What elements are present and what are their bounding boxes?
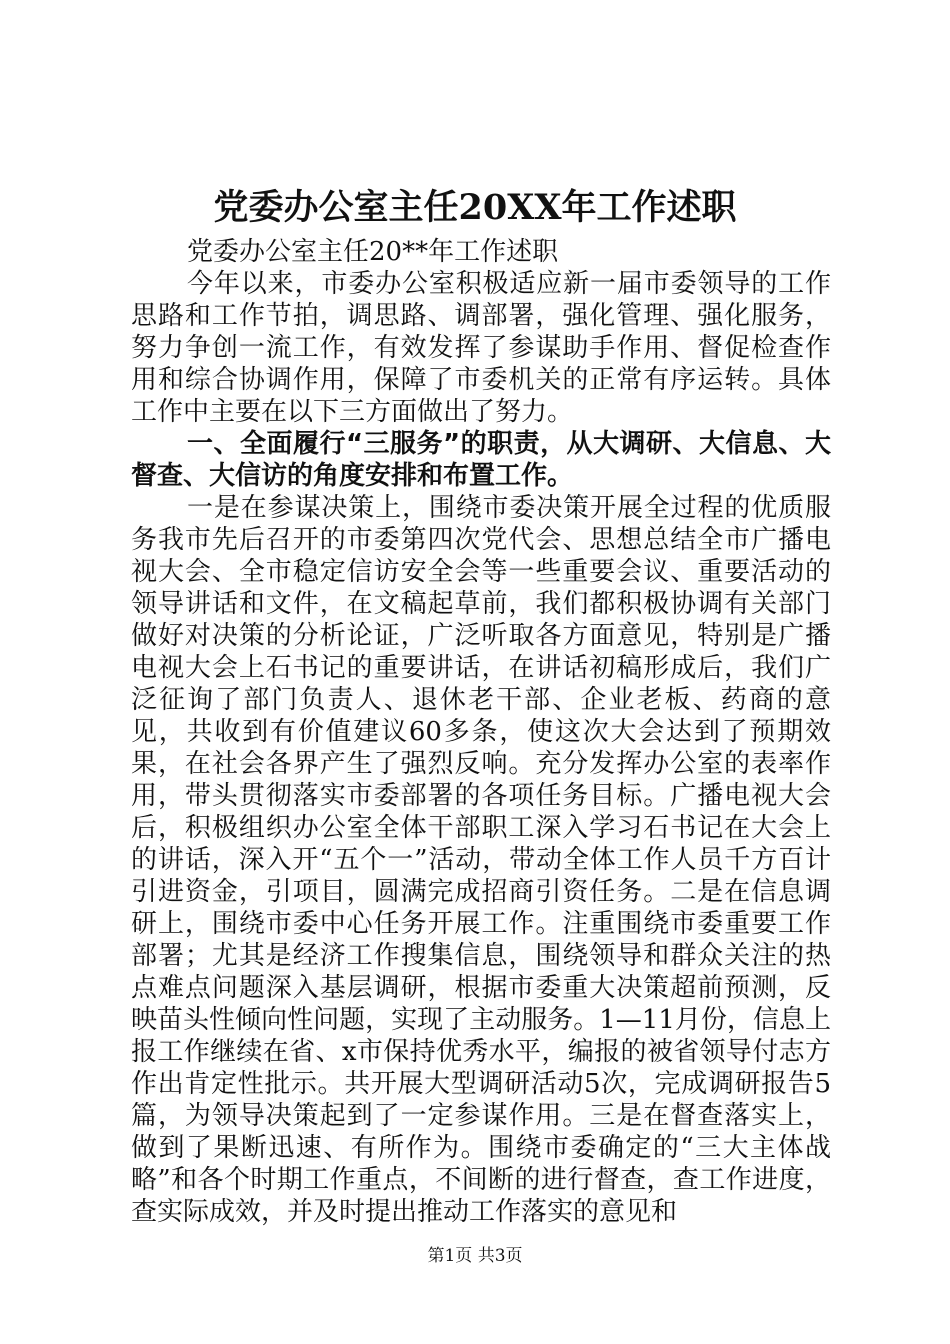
paragraph-intro: 今年以来，市委办公室积极适应新一届市委领导的工作思路和工作节拍，调思路、调部署，强化管理、强化服务，努力争创一流工作，有效发挥了参谋助手作用、督促检查作用和综合协调作用，保障了市委机关的正常有序运转。具体工作中主要在以下三方面做出了努力。: [131, 269, 831, 427]
paragraph-subtitle: 党委办公室主任20**年工作述职: [187, 237, 559, 267]
section-heading: 一、全面履行“三服务”的职责，从大调研、大信息、大督查、大信访的角度安排和布置工作。: [131, 429, 831, 491]
paragraph-main: 一是在参谋决策上，围绕市委决策开展全过程的优质服务我市先后召开的市委第四次党代会、思想总结全市广播电视大会、全市稳定信访安全会等一些重要会议、重要活动的领导讲话和文件，在文稿起草前，我们都积极协调有关部门做好对决策的分析论证，广泛听取各方面意见，特别是广播电视大会上石书记的重要讲话，在讲话初稿形成后，我们广泛征询了部门负责人、退休老干部、企业老板、药商的意见，共收到有价值建议60多条，使这次大会达到了预期效果，在社会各界产生了强烈反响。充分发挥办公室的表率作用，带头贯彻落实市委部署的各项任务目标。广播电视大会后，积极组织办公室全体干部职工深入学习石书记在大会上的讲话，深入开“五个一”活动，带动全体工作人员千方百计引进资金，引项目，圆满完成招商引资任务。二是在信息调研上，围绕市委中心任务开展工作。注重围绕市委重要工作部署；尤其是经济工作搜集信息，围绕领导和群众关注的热点难点问题深入基层调研，根据市委重大决策超前预测，反映苗头性倾向性问题，实现了主动服务。1—11月份，信息上报工作继续在省、x市保持优秀水平，编报的被省领导付志方作出肯定性批示。共开展大型调研活动5次，完成调研报告5篇，为领导决策起到了一定参谋作用。三是在督查落实上，做到了果断迅速、有所作为。围绕市委确定的“三大主体战略”和各个时期工作重点，不间断的进行督查，查工作进度，查实际成效，并及时提出推动工作落实的意见和: [131, 493, 831, 1227]
document-body: [131, 236, 831, 1228]
document-title: 党委办公室主任20XX年工作述职: [213, 187, 737, 228]
page-footer: 第1页 共3页: [427, 1246, 523, 1266]
